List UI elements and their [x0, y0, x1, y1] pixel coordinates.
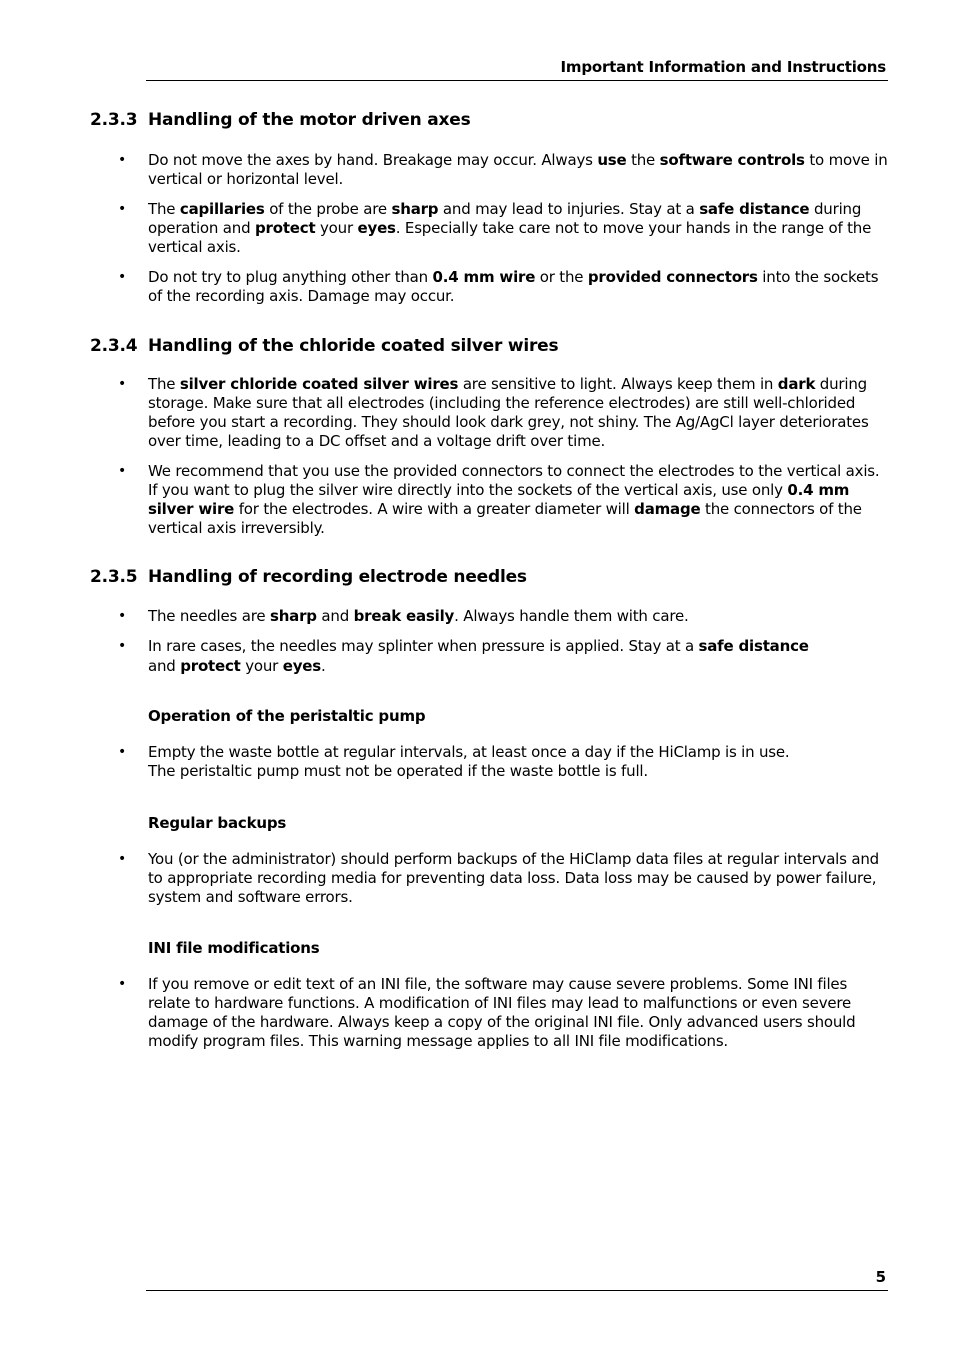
- text: In rare cases, the needles may splinter when pressure is applied. Stay at a: [148, 637, 699, 655]
- bullet-icon: •: [118, 744, 127, 760]
- section-2-3-3-heading: [90, 110, 890, 131]
- text: of the probe are: [264, 200, 392, 218]
- text: and may lead to injuries. Stay at a: [438, 200, 700, 218]
- bullet-icon: •: [118, 463, 127, 479]
- backups-subheading: Regular backups: [148, 814, 287, 832]
- list-item: [90, 743, 890, 781]
- text: the connectors of the vertical axis irreversibly.: [148, 500, 862, 537]
- text: . Especially take care not to move your hands in the range of the vertical axis.: [148, 219, 872, 256]
- list-item: [90, 607, 890, 626]
- bullet-list-ini: [90, 975, 890, 1051]
- text: to move in vertical or horizontal level.: [148, 151, 888, 188]
- bullet-icon: •: [118, 608, 127, 624]
- bullet-list-2-3-5: [90, 607, 890, 676]
- list-item: [90, 636, 890, 676]
- bold-text: sharp: [269, 607, 317, 625]
- text: are sensitive to light. Always keep them in: [458, 375, 778, 393]
- text: your: [240, 657, 283, 675]
- bold-text: eyes: [282, 657, 321, 675]
- footer-rule: [146, 1290, 888, 1291]
- bold-text: eyes: [357, 219, 396, 237]
- bold-text: damage: [634, 500, 701, 518]
- text: into the sockets of the recording axis. Damage may occur.: [148, 268, 879, 305]
- bullet-icon: •: [118, 851, 127, 867]
- bold-text: software controls: [659, 151, 805, 169]
- bold-text: 0.4 mm silver wire: [148, 481, 850, 518]
- text: . Always handle them with care.: [454, 607, 689, 625]
- bold-text: safe distance: [698, 637, 809, 655]
- bold-text: provided connectors: [587, 268, 758, 286]
- text: Do not move the axes by hand. Breakage may occur. Always: [148, 151, 598, 169]
- text: during operation and: [148, 200, 862, 237]
- text: Do not try to plug anything other than: [148, 268, 433, 286]
- page-header: [146, 56, 888, 81]
- bullet-icon: •: [118, 152, 127, 168]
- bold-text: silver chloride coated silver wires: [179, 375, 459, 393]
- text: during storage. Make sure that all electrodes (including the reference electrodes) are still well-chlorided before you start a recording. They should look dark grey, not shiny. The Ag/AgCl layer deteriorates over time, leading to a DC offset and a voltage drift over time.: [148, 375, 869, 450]
- ini-subheading: INI file modifications: [148, 939, 320, 957]
- text: You (or the administrator) should perform backups of the HiClamp data files at regular intervals and to appropriate recording media for preventing data loss. Data loss may be caused by power failure, system and software errors.: [148, 850, 879, 906]
- text: The: [148, 375, 180, 393]
- text: or the: [535, 268, 588, 286]
- bullet-list-pump: [90, 743, 890, 781]
- text: The: [148, 200, 180, 218]
- list-item: [90, 975, 890, 1051]
- text: and: [316, 607, 354, 625]
- text: We recommend that you use the provided connectors to connect the electrodes to the vertical axis. If you want to plug the silver wire directly into the sockets of the vertical axis, use only: [148, 462, 880, 499]
- section-2-3-5-heading: [90, 567, 890, 588]
- list-item: [90, 850, 890, 907]
- text: for the electrodes. A wire with a greater diameter will: [234, 500, 635, 518]
- list-item: [90, 200, 890, 257]
- bullet-icon: •: [118, 269, 127, 285]
- section-2-3-4-heading: [90, 336, 890, 357]
- bold-text: sharp: [391, 200, 439, 218]
- bullet-list-backups: [90, 850, 890, 907]
- bold-text: protect: [180, 657, 241, 675]
- bold-text: safe distance: [699, 200, 810, 218]
- bold-text: 0.4 mm wire: [432, 268, 536, 286]
- section-number: 2.3.4: [90, 336, 138, 356]
- text: and: [148, 657, 181, 675]
- section-title: Handling of the motor driven axes: [148, 110, 471, 130]
- bold-text: use: [597, 151, 627, 169]
- bold-text: break easily: [353, 607, 455, 625]
- text: The needles are: [148, 607, 270, 625]
- bullet-list-2-3-3: [90, 151, 890, 306]
- text: .: [321, 657, 326, 675]
- list-item: [90, 151, 890, 189]
- section-title: Handling of recording electrode needles: [148, 567, 527, 587]
- section-number: 2.3.5: [90, 567, 138, 587]
- section-number: 2.3.3: [90, 110, 138, 130]
- bullet-icon: •: [118, 976, 127, 992]
- pump-subheading: Operation of the peristaltic pump: [148, 707, 426, 725]
- list-item: [90, 268, 890, 306]
- text: your: [315, 219, 358, 237]
- text: The peristaltic pump must not be operated if the waste bottle is full.: [148, 762, 648, 780]
- page-number: 5: [875, 1268, 886, 1286]
- list-item: [90, 375, 890, 451]
- bold-text: capillaries: [179, 200, 265, 218]
- bold-text: protect: [254, 219, 316, 237]
- bullet-list-2-3-4: [90, 375, 890, 538]
- text: If you remove or edit text of an INI file, the software may cause severe problems. Some INI files relate to hardware functions. A modification of INI files may lead to malfunctions or even severe damage of the hardware. Always keep a copy of the original INI file. Only advanced users should modify program files. This warning message applies to all INI file modifications.: [148, 975, 856, 1050]
- text: Empty the waste bottle at regular intervals, at least once a day if the HiClamp is in use.: [148, 743, 790, 761]
- header-title: Important Information and Instructions: [560, 58, 886, 76]
- page-content: [90, 110, 890, 1051]
- bullet-icon: •: [118, 201, 127, 217]
- bullet-icon: •: [118, 638, 127, 654]
- text: the: [626, 151, 660, 169]
- list-item: [90, 462, 890, 538]
- bullet-icon: •: [118, 376, 127, 392]
- bold-text: dark: [777, 375, 816, 393]
- section-title: Handling of the chloride coated silver wires: [148, 336, 559, 356]
